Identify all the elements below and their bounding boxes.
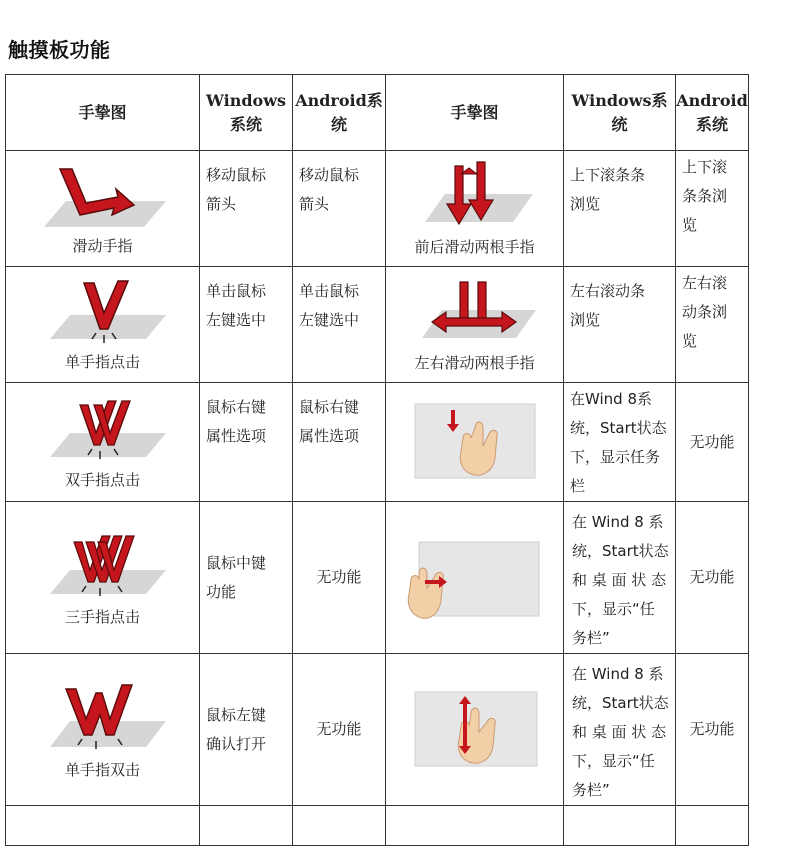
- header-windows-left: Windows系统: [200, 75, 293, 151]
- table-row-partial: [6, 806, 749, 846]
- windows-function-cell: 上下滚条条 浏览: [564, 151, 676, 267]
- android-function-cell: 无功能: [676, 383, 749, 502]
- gesture-cell: 前后滑动两根手指: [386, 151, 564, 267]
- table-row: [6, 267, 749, 383]
- android-function-cell: 移动鼠标 箭头: [293, 151, 386, 267]
- touchpad-gesture-table: [5, 74, 749, 846]
- gesture-cell: [386, 383, 564, 502]
- android-function-cell: 上下滚 条条浏 览: [676, 151, 749, 267]
- windows-function-cell: 在Wind 8系 统，Start状态 下，显示任务 栏: [564, 383, 676, 502]
- table-row: [6, 383, 749, 502]
- android-function-cell: 无功能: [676, 654, 749, 806]
- table-row: [6, 654, 749, 806]
- gesture-cell: 左右滑动两根手指: [386, 267, 564, 383]
- windows-function-cell: 左右滚动条 浏览: [564, 267, 676, 383]
- gesture-cell: [386, 502, 564, 654]
- table-row: [6, 502, 749, 654]
- two-finger-horizontal-scroll-icon: [410, 276, 540, 350]
- header-windows-right: Windows系统: [564, 75, 676, 151]
- windows-function-cell: 鼠标右键 属性选项: [200, 383, 293, 502]
- android-function-cell: 无功能: [293, 654, 386, 806]
- page-title: 触摸板功能: [8, 38, 111, 62]
- two-finger-vertical-scroll-icon: [415, 160, 535, 234]
- android-function-cell: 无功能: [676, 502, 749, 654]
- two-finger-tap-icon: [38, 395, 168, 467]
- gesture-cell: 单手指点击: [6, 267, 200, 383]
- header-android-right: Android系统: [676, 75, 749, 151]
- header-android-left: Android系统: [293, 75, 386, 151]
- three-finger-tap-icon: [38, 528, 168, 604]
- hand-swipe-down-icon: [411, 398, 539, 482]
- header-gesture-left: 手挚图: [6, 75, 200, 151]
- windows-function-cell: 鼠标左键 确认打开: [200, 654, 293, 806]
- double-tap-icon: [38, 679, 168, 757]
- windows-function-cell: 在 Wind 8 系 统，Start状态 和 桌 面 状 态 下，显示“任 务栏”: [564, 502, 676, 654]
- android-function-cell: 左右滚 动条浏 览: [676, 267, 749, 383]
- gesture-cell: 滑动手指: [6, 151, 200, 267]
- android-function-cell: 单击鼠标 左键选中: [293, 267, 386, 383]
- windows-function-cell: 鼠标中键 功能: [200, 502, 293, 654]
- hand-swipe-right-icon: [405, 526, 545, 626]
- gesture-cell: 三手指点击: [6, 502, 200, 654]
- android-function-cell: 鼠标右键 属性选项: [293, 383, 386, 502]
- swipe-finger-icon: [38, 161, 168, 233]
- windows-function-cell: 单击鼠标 左键选中: [200, 267, 293, 383]
- gesture-cell: [386, 654, 564, 806]
- android-function-cell: 无功能: [293, 502, 386, 654]
- gesture-cell: 单手指双击: [6, 654, 200, 806]
- table-header-row: [6, 75, 749, 151]
- table-row: [6, 151, 749, 267]
- windows-function-cell: 在 Wind 8 系 统，Start状态 和 桌 面 状 态 下，显示“任 务栏”: [564, 654, 676, 806]
- gesture-cell: 双手指点击: [6, 383, 200, 502]
- header-gesture-right: 手挚图: [386, 75, 564, 151]
- windows-function-cell: 移动鼠标 箭头: [200, 151, 293, 267]
- single-tap-icon: [38, 277, 168, 349]
- hand-pinch-icon: [405, 680, 545, 776]
